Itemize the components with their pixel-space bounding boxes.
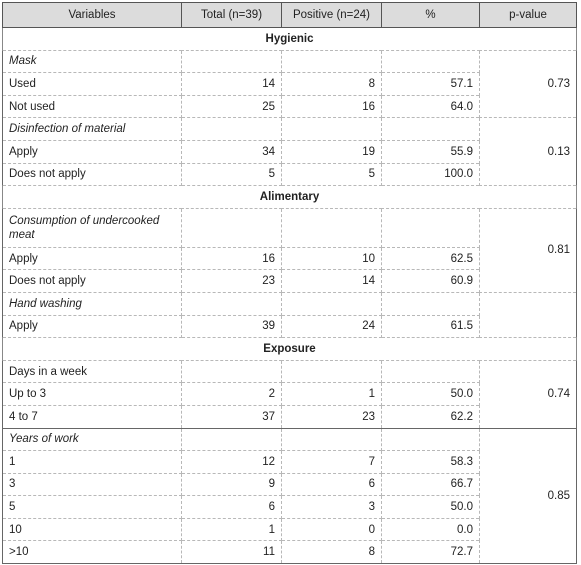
row-label: Apply [3, 315, 182, 338]
cell-positive: 3 [282, 496, 382, 519]
cell-total: 37 [182, 405, 282, 428]
cell-total: 5 [182, 163, 282, 186]
row-label: Apply [3, 247, 182, 270]
cell-percent: 66.7 [382, 473, 480, 496]
category-undercooked: Consumption of undercooked meat [3, 208, 182, 247]
header-pvalue: p-value [480, 3, 577, 28]
pvalue-hand-washing-empty [480, 292, 577, 337]
cell-total: 14 [182, 73, 282, 96]
section-alimentary: Alimentary [3, 186, 577, 209]
category-row-hand-washing [3, 292, 577, 315]
empty-cell [282, 360, 382, 383]
cell-positive: 23 [282, 405, 382, 428]
category-row-mask [3, 50, 577, 73]
category-days: Days in a week [3, 360, 182, 383]
cell-positive: 5 [282, 163, 382, 186]
header-percent: % [382, 3, 480, 28]
row-label: Apply [3, 140, 182, 163]
cell-percent: 50.0 [382, 496, 480, 519]
empty-cell [182, 428, 282, 451]
cell-total: 12 [182, 451, 282, 474]
cell-positive: 19 [282, 140, 382, 163]
category-mask: Mask [3, 50, 182, 73]
category-years: Years of work [3, 428, 182, 451]
empty-cell [382, 50, 480, 73]
cell-total: 2 [182, 383, 282, 406]
cell-total: 11 [182, 541, 282, 564]
empty-cell [182, 208, 282, 247]
row-label: 1 [3, 451, 182, 474]
section-row-hygienic [3, 28, 577, 51]
cell-percent: 62.5 [382, 247, 480, 270]
cell-positive: 24 [282, 315, 382, 338]
cell-total: 6 [182, 496, 282, 519]
empty-cell [382, 428, 480, 451]
cell-percent: 60.9 [382, 270, 480, 293]
pvalue-years: 0.85 [480, 428, 577, 564]
cell-positive: 6 [282, 473, 382, 496]
cell-positive: 16 [282, 95, 382, 118]
empty-cell [282, 208, 382, 247]
row-label: 5 [3, 496, 182, 519]
cell-positive: 10 [282, 247, 382, 270]
category-hand-washing: Hand washing [3, 292, 182, 315]
row-label: Does not apply [3, 163, 182, 186]
cell-percent: 0.0 [382, 518, 480, 541]
section-hygienic: Hygienic [3, 28, 577, 51]
header-row [3, 3, 577, 28]
row-label: 10 [3, 518, 182, 541]
empty-cell [282, 50, 382, 73]
cell-total: 39 [182, 315, 282, 338]
category-row-years [3, 428, 577, 451]
cell-percent: 64.0 [382, 95, 480, 118]
empty-cell [182, 292, 282, 315]
cell-total: 23 [182, 270, 282, 293]
cell-percent: 62.2 [382, 405, 480, 428]
pvalue-days: 0.74 [480, 360, 577, 428]
empty-cell [182, 118, 282, 141]
empty-cell [382, 292, 480, 315]
category-row-disinfection [3, 118, 577, 141]
cell-percent: 55.9 [382, 140, 480, 163]
pvalue-mask: 0.73 [480, 50, 577, 118]
data-table [2, 2, 577, 564]
cell-positive: 8 [282, 541, 382, 564]
cell-positive: 7 [282, 451, 382, 474]
row-label: Up to 3 [3, 383, 182, 406]
empty-cell [282, 292, 382, 315]
row-label: 3 [3, 473, 182, 496]
pvalue-disinfection: 0.13 [480, 118, 577, 186]
cell-positive: 8 [282, 73, 382, 96]
cell-total: 16 [182, 247, 282, 270]
cell-percent: 61.5 [382, 315, 480, 338]
cell-total: 9 [182, 473, 282, 496]
row-label: Used [3, 73, 182, 96]
category-row-undercooked [3, 208, 577, 247]
cell-total: 25 [182, 95, 282, 118]
row-label: Does not apply [3, 270, 182, 293]
empty-cell [282, 118, 382, 141]
cell-positive: 14 [282, 270, 382, 293]
cell-total: 1 [182, 518, 282, 541]
category-row-days [3, 360, 577, 383]
row-label: 4 to 7 [3, 405, 182, 428]
cell-percent: 50.0 [382, 383, 480, 406]
header-total: Total (n=39) [182, 3, 282, 28]
section-exposure: Exposure [3, 338, 577, 361]
header-variables: Variables [3, 3, 182, 28]
empty-cell [382, 118, 480, 141]
category-disinfection: Disinfection of material [3, 118, 182, 141]
empty-cell [182, 50, 282, 73]
empty-cell [382, 360, 480, 383]
cell-positive: 1 [282, 383, 382, 406]
cell-total: 34 [182, 140, 282, 163]
empty-cell [182, 360, 282, 383]
pvalue-undercooked: 0.81 [480, 208, 577, 292]
cell-percent: 57.1 [382, 73, 480, 96]
cell-positive: 0 [282, 518, 382, 541]
empty-cell [382, 208, 480, 247]
cell-percent: 72.7 [382, 541, 480, 564]
empty-cell [282, 428, 382, 451]
section-row-exposure [3, 338, 577, 361]
row-label: >10 [3, 541, 182, 564]
header-positive: Positive (n=24) [282, 3, 382, 28]
section-row-alimentary [3, 186, 577, 209]
cell-percent: 100.0 [382, 163, 480, 186]
row-label: Not used [3, 95, 182, 118]
cell-percent: 58.3 [382, 451, 480, 474]
table-container [2, 2, 577, 564]
